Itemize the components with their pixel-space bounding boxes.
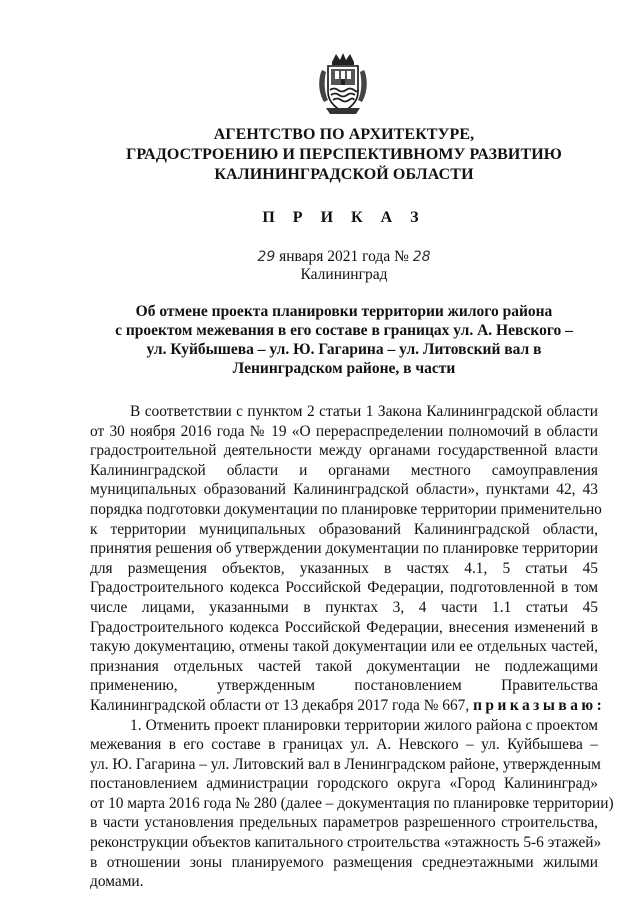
agency-line-2: ГРАДОСТРОЕНИЮ И ПЕРСПЕКТИВНОМУ РАЗВИТИЮ: [126, 146, 562, 163]
paragraph-1-line: к территории муниципальных образований Калининградской области,: [90, 520, 598, 538]
subject-line-3: ул. Куйбышева – ул. Ю. Гагарина – ул. Литовский вал в: [146, 341, 542, 358]
paragraph-1-line: градостроительной деятельности между органами государственной власти: [90, 442, 598, 460]
paragraph-1-last-line: [90, 696, 606, 716]
order-day-handwritten: 29: [257, 249, 276, 265]
paragraph-1-line: порядка подготовки документации по планировке территории применительно: [90, 500, 602, 518]
paragraph-1-line: Градостроительного кодекса Российской Федерации, внесения изменений в: [90, 618, 598, 636]
paragraph-1-line: числе лицами, указанными в пунктах 3, 4 части 1.1 статьи 45: [90, 598, 598, 616]
paragraph-1-line: признания отдельных частей такой документации не подлежащими: [90, 657, 598, 675]
paragraph-1-line: применению, утвержденным постановлением Правительства: [90, 677, 598, 695]
paragraph-1-line: такую документацию, отмены такой документации или ее отдельных частей,: [90, 638, 598, 656]
order-date-text: января 2021 года №: [279, 248, 409, 265]
paragraph-1-line: принятия решения об утверждении документации по планировке территории: [90, 540, 598, 558]
agency-line-1: АГЕНТСТВО ПО АРХИТЕКТУРЕ,: [213, 126, 475, 143]
paragraph-2-line: от 10 марта 2016 года № 280 (далее – документация по планировке территории): [90, 794, 614, 812]
paragraph-2-line: постановлением администрации городского округа «Город Калининград»: [90, 775, 598, 793]
paragraph-2-line: 1. Отменить проект планировки территории жилого района с проектом: [130, 716, 598, 734]
order-body: [90, 402, 614, 892]
paragraph-2-line: в части установления предельных параметров разрешенного строительства,: [90, 814, 598, 832]
decree-word: приказываю:: [473, 696, 606, 714]
order-subject: [100, 302, 588, 378]
paragraph-1-line: Градостроительного кодекса Российской Федерации, подготовленной в том: [90, 579, 598, 597]
paragraph-2-line: реконструкции объектов капитального строительства «этажность 5-6 этажей»: [90, 834, 602, 852]
order-number-handwritten: 28: [412, 249, 431, 265]
paragraph-1-line: В соответствии с пунктом 2 статьи 1 Закона Калининградской области: [130, 403, 598, 420]
paragraph-1-line: для размещения объектов, указанных в частях 4.1, 5 статьи 45: [90, 559, 598, 577]
paragraph-2-line: в отношении зоны планируемого размещения среднеэтажными жилыми: [90, 853, 598, 871]
agency-name: [100, 125, 588, 185]
order-title: П Р И К А З: [262, 209, 426, 226]
order-date-line: [100, 248, 588, 266]
paragraph-1-line: Калининградской области и органами местного самоуправления: [90, 461, 598, 479]
agency-line-3: КАЛИНИНГРАДСКОЙ ОБЛАСТИ: [214, 166, 474, 183]
paragraph-2-line: межевания в его составе в границах ул. А. Невского – ул. Куйбышева –: [90, 736, 598, 754]
paragraph-2-last-line: домами.: [90, 873, 144, 891]
paragraph-2-line: ул. Ю. Гагарина – ул. Литовский вал в Ленинградском районе, утвержденным: [90, 755, 601, 773]
subject-line-2: с проектом межевания в его составе в границах ул. А. Невского –: [115, 322, 573, 339]
paragraph-1-line: муниципальных образований Калининградской области», пунктами 42, 43: [90, 481, 598, 499]
paragraph-1-line: от 30 ноября 2016 года № 19 «О перераспределении полномочий в области: [90, 422, 598, 440]
paragraph-1-last-text: Калининградской области от 13 декабря 2017 года № 667,: [90, 696, 470, 714]
order-city: Калининград: [300, 266, 388, 283]
coat-of-arms-icon: [316, 52, 370, 116]
subject-line-4: Ленинградском районе, в части: [232, 360, 456, 377]
subject-line-1: Об отмене проекта планировки территории жилого района: [135, 303, 553, 320]
